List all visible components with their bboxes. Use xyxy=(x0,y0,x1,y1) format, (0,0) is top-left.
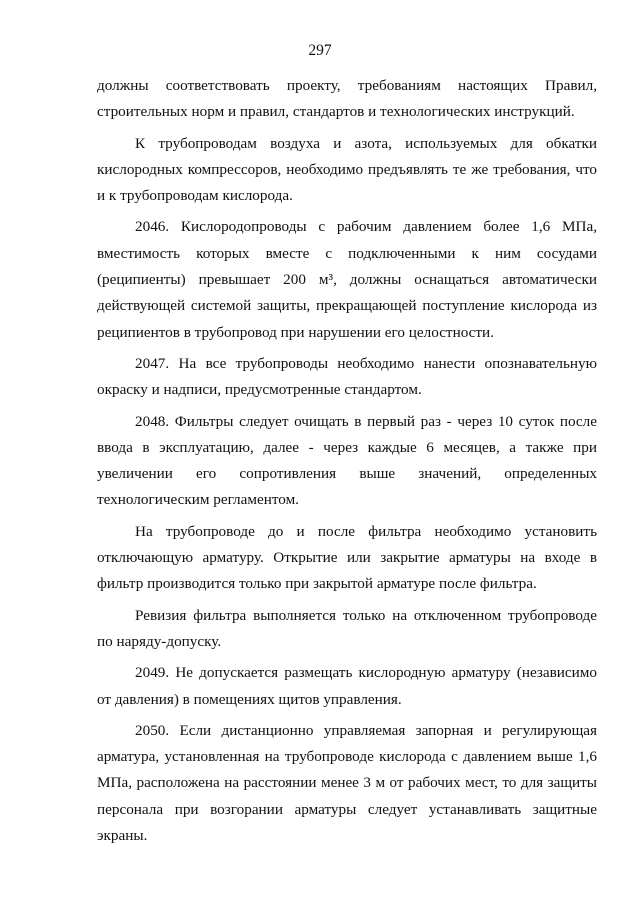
paragraph-filter-revision: Ревизия фильтра выполняется только на отключенном трубопроводе по наряду-допуску. xyxy=(97,606,597,650)
paragraph-2050: 2050. Если дистанционно управляемая запорная и регулирующая арматура, установленная на трубопроводе кислорода с давлением выше 1,6 МПа, расположена на расстоянии менее 3 м от рабочих мест, то для защиты персонала при возгорании арматуры следует устанавливать защитные экраны. xyxy=(97,721,597,845)
paragraph-2048: 2048. Фильтры следует очищать в первый раз - через 10 суток после ввода в эксплуатацию, далее - через каждые 6 месяцев, а также при увеличении его сопротивления выше значений, определенных технологическим регламентом. xyxy=(97,412,597,509)
paragraph-2049: 2049. Не допускается размещать кислородную арматуру (независимо от давления) в помещениях щитов управления. xyxy=(97,664,597,708)
body-text xyxy=(97,73,597,854)
paragraph-continuation: должны соответствовать проекту, требованиям настоящих Правил, строительных норм и правил, стандартов и технологических инструкций. xyxy=(97,77,597,121)
paragraph-filter-valves: На трубопроводе до и после фильтра необходимо установить отключающую арматуру. Открытие или закрытие арматуры на входе в фильтр производится только при закрытой арматуре после фильтра. xyxy=(97,522,597,593)
paragraph-2046: 2046. Кислородопроводы с рабочим давлением более 1,6 МПа, вместимость которых вместе с подключенными к ним сосудами (реципиенты) превышает 200 м³, должны оснащаться автоматически действующей системой защиты, прекращающей поступление кислорода из реципиентов в трубопровод при нарушении его целостности. xyxy=(97,218,597,341)
page-number: 297 xyxy=(308,42,332,59)
paragraph-2047: 2047. На все трубопроводы необходимо нанести опознавательную окраску и надписи, предусмотренные стандартом. xyxy=(97,354,597,399)
paragraph-compressor-pipelines: К трубопроводам воздуха и азота, используемых для обкатки кислородных компрессоров, необходимо предъявлять те же требования, что и к трубопроводам кислорода. xyxy=(97,134,597,205)
